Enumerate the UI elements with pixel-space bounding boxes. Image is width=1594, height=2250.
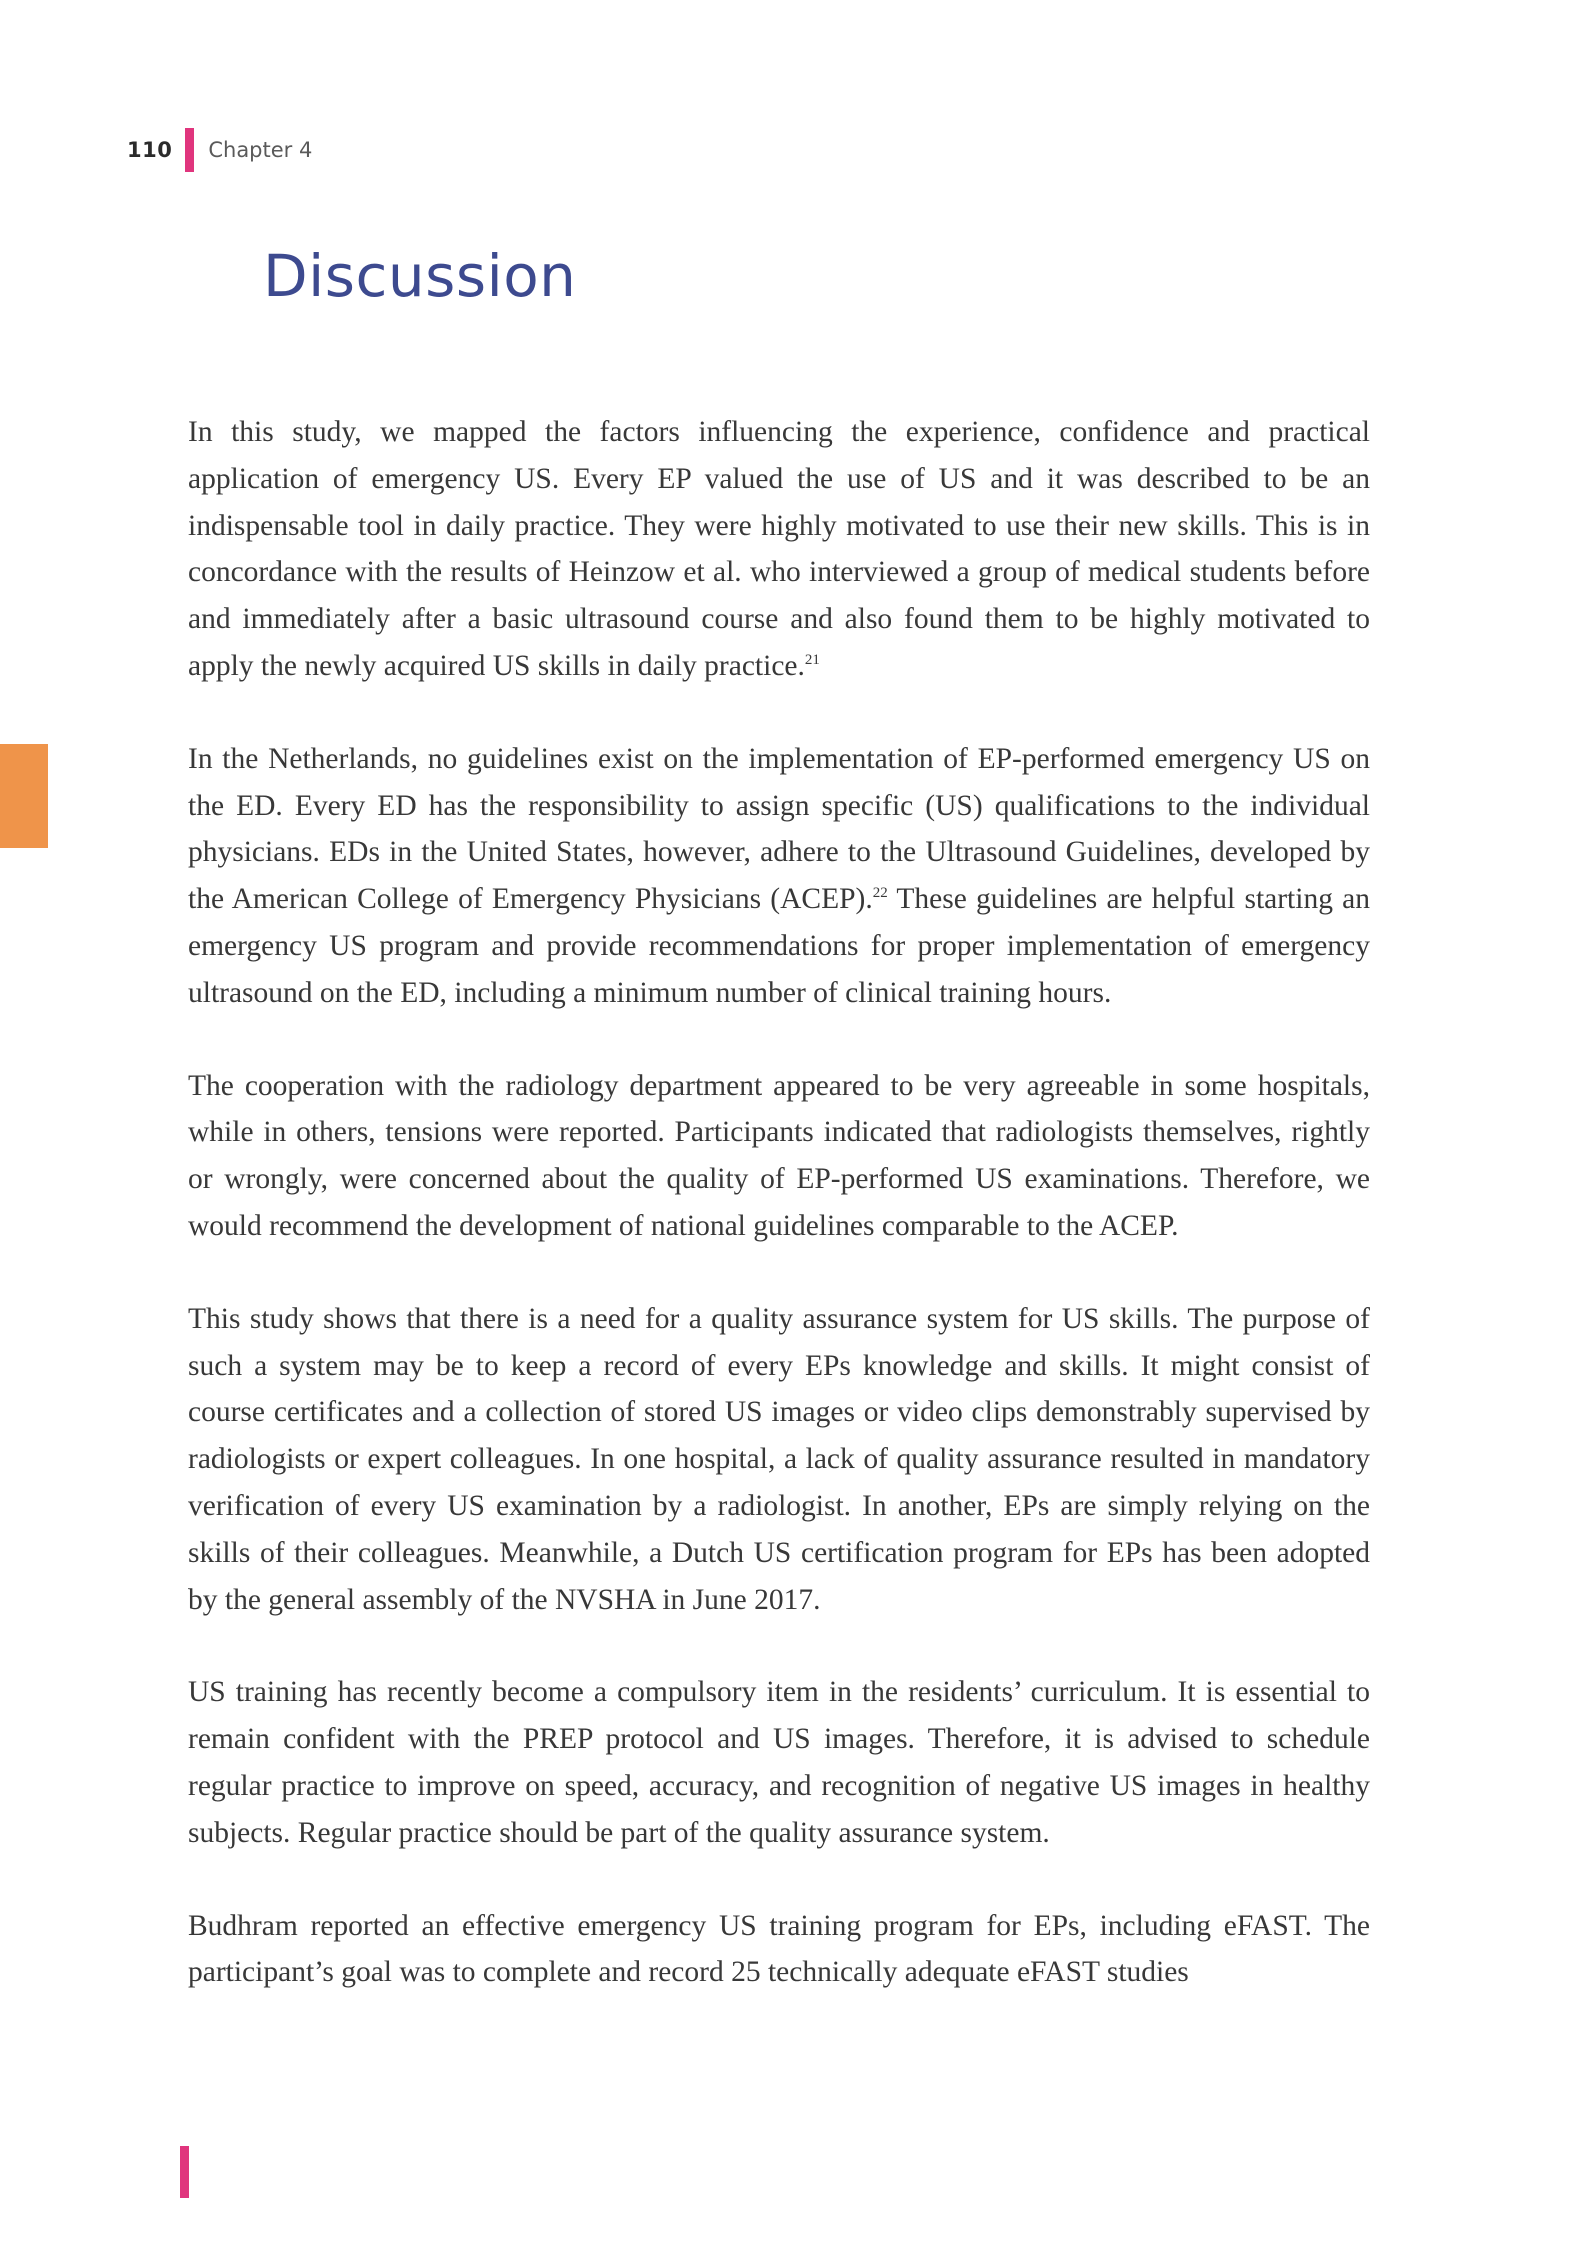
paragraph-6-text: Budhram reported an effective emergency US training program for EPs, including eFAST. The participant’s goal was to complete and record 25 technically adequate eFAST studies — [188, 1909, 1370, 1989]
section-title: Discussion — [263, 242, 577, 310]
body-text — [188, 409, 1370, 1996]
footer-bar — [180, 2146, 189, 2198]
paragraph-5-text: US training has recently become a compulsory item in the residents’ curriculum. It is essential to remain confident with the PREP protocol and US images. Therefore, it is advised to schedule regular practice to improve on speed, accuracy, and recognition of negative US images in healthy subjects. Regular practice should be part of the quality assurance system. — [188, 1676, 1370, 1849]
paragraph-2-text: In the Netherlands, no guidelines exist on the implementation of EP-performed emergency US on the ED. Every ED has the responsibility to assign specific (US) qualifications to the individual physicians. EDs in the United States, however, adhere to the Ultrasound Guidelines, developed by the American College of Emergency Physicians (ACEP). — [188, 742, 1370, 916]
chapter-label: Chapter 4 — [208, 138, 313, 162]
page-number: 110 — [127, 138, 173, 162]
chapter-side-tab — [0, 744, 48, 848]
paragraph-1-text: In this study, we mapped the factors influencing the experience, confidence and practical application of emergency US. Every EP valued the use of US and it was described to be an indispensable tool in daily practice. They were highly motivated to use their new skills. This is in concordance with the results of Heinzow et al. who interviewed a group of medical students before and immediately after a basic ultrasound course and also found them to be highly motivated to apply the newly acquired US skills in daily practice. — [188, 416, 1370, 682]
paragraph-1 — [188, 409, 1370, 690]
reference-22: 22 — [872, 885, 888, 902]
paragraph-3-text: The cooperation with the radiology department appeared to be very agreeable in some hospitals, while in others, tensions were reported. Participants indicated that radiologists themselves, rightly or wrongly, were concerned about the quality of EP-performed US examinations. Therefore, we would recommend the development of national guidelines comparable to the ACEP. — [188, 1069, 1370, 1242]
paragraph-4-text: This study shows that there is a need for a quality assurance system for US skills. The purpose of such a system may be to keep a record of every EPs knowledge and skills. It might consist of course certificates and a collection of stored US images or video clips demonstrably supervised by radiologists or expert colleagues. In one hospital, a lack of quality assurance resulted in mandatory verification of every US examination by a radiologist. In another, EPs are simply relying on the skills of their colleagues. Meanwhile, a Dutch US certification program for EPs has been adopted by the general assembly of the NVSHA in June 2017. — [188, 1302, 1370, 1616]
page-header — [127, 128, 312, 172]
paragraph-2-text-after: These guidelines are helpful starting an emergency US program and provide recommendations for proper implementation of emergency ultrasound on the ED, including a minimum number of clinical training hours. — [188, 883, 1370, 1009]
paragraph-5 — [188, 1669, 1370, 1856]
paragraph-4 — [188, 1296, 1370, 1624]
reference-21: 21 — [804, 652, 820, 669]
header-divider-bar — [185, 128, 194, 172]
paragraph-3 — [188, 1063, 1370, 1250]
paragraph-2 — [188, 736, 1370, 1017]
paragraph-6 — [188, 1903, 1370, 1997]
